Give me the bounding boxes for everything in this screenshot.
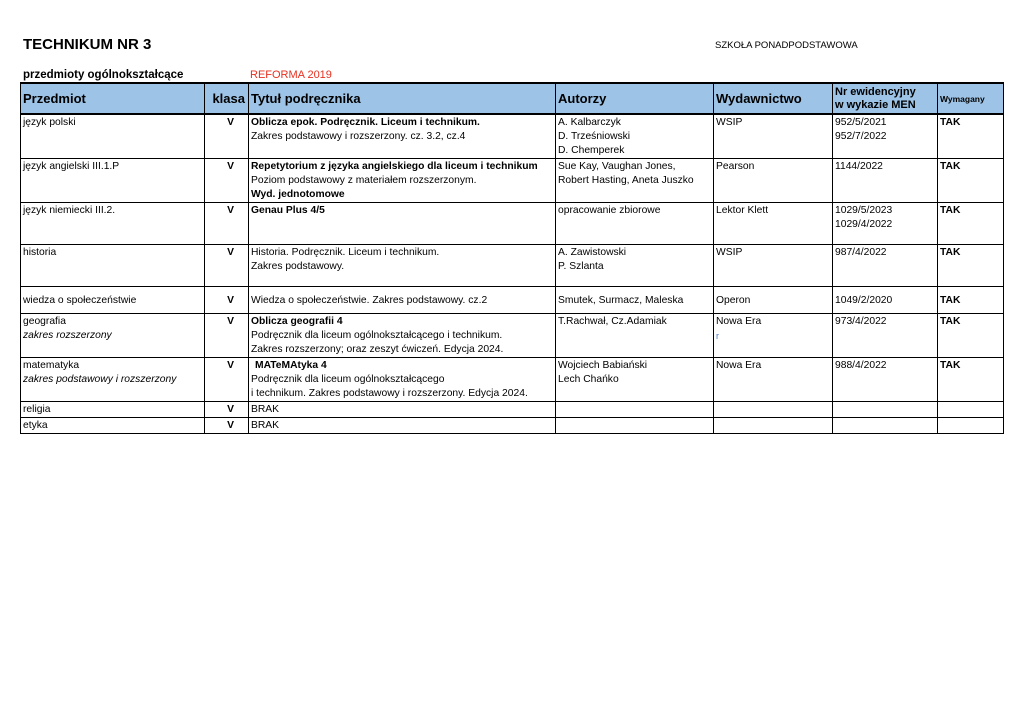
title-cell	[249, 159, 556, 203]
column-header-required: Wymagany	[938, 83, 1004, 114]
title-line: Repetytorium z języka angielskiego dla liceum i technikum	[251, 161, 538, 172]
title-cell	[249, 402, 556, 418]
title-line: BRAK	[251, 420, 280, 431]
registry-number-cell	[833, 159, 938, 203]
class-cell: V	[205, 358, 249, 402]
publisher-mark: r	[716, 331, 719, 341]
column-header-registry-number	[833, 83, 938, 114]
subject-name: język polski	[23, 117, 76, 128]
author-line: A. Zawistowski	[558, 247, 627, 258]
author-line: D. Trześniowski	[558, 131, 631, 142]
subject-cell	[21, 114, 205, 159]
subject-name: wiedza o społeczeństwie	[23, 294, 137, 306]
required-cell: TAK	[938, 203, 1004, 245]
author-line: P. Szlanta	[558, 261, 604, 272]
title-line: Wiedza o społeczeństwie. Zakres podstawowy. cz.2	[251, 294, 488, 306]
subject-cell	[21, 314, 205, 358]
registry-number-cell	[833, 245, 938, 287]
required-cell: TAK	[938, 287, 1004, 314]
required-cell: TAK	[938, 114, 1004, 159]
required-cell: TAK	[938, 314, 1004, 358]
registry-number-cell	[833, 314, 938, 358]
author-line: Smutek, Surmacz, Maleska	[558, 294, 684, 306]
publisher-cell	[714, 418, 833, 434]
publisher-cell: WSIP	[714, 245, 833, 287]
author-line: T.Rachwał, Cz.Adamiak	[558, 316, 667, 327]
publisher-cell	[714, 314, 833, 358]
class-cell: V	[205, 402, 249, 418]
author-line: D. Chemperek	[558, 145, 625, 156]
author-line: Robert Hasting, Aneta Juszko	[558, 175, 694, 186]
authors-cell	[556, 418, 714, 434]
column-header-publisher: Wydawnictwo	[714, 83, 833, 114]
textbook-table	[20, 82, 1004, 434]
subject-scope: zakres podstawowy i rozszerzony	[23, 374, 177, 385]
table-row	[21, 114, 1004, 159]
authors-cell	[556, 314, 714, 358]
class-cell: V	[205, 245, 249, 287]
title-line: MATeMAtyka 4	[255, 360, 327, 371]
publisher-cell: Pearson	[714, 159, 833, 203]
authors-cell	[556, 245, 714, 287]
registry-number-cell	[833, 358, 938, 402]
title-line: Zakres rozszerzony; oraz zeszyt ćwiczeń. Edycja 2024.	[251, 344, 504, 355]
class-cell: V	[205, 418, 249, 434]
publisher-cell: Nowa Era	[714, 358, 833, 402]
required-cell	[938, 402, 1004, 418]
subject-name: geografia	[23, 316, 66, 327]
class-cell: V	[205, 159, 249, 203]
publisher-cell: Operon	[714, 287, 833, 314]
registry-number: 987/4/2022	[835, 247, 887, 258]
authors-cell	[556, 358, 714, 402]
table-row	[21, 203, 1004, 245]
table-row	[21, 418, 1004, 434]
registry-number-cell	[833, 418, 938, 434]
title-cell	[249, 203, 556, 245]
table-row	[21, 402, 1004, 418]
title-line: Podręcznik dla liceum ogólnokształcącego i technikum.	[251, 330, 503, 341]
registry-number: 952/7/2022	[835, 131, 887, 142]
subject-name: język niemiecki III.2.	[23, 205, 116, 216]
title-line: Poziom podstawowy z materiałem rozszerzonym.	[251, 175, 477, 186]
authors-cell	[556, 203, 714, 245]
registry-number-cell	[833, 402, 938, 418]
column-header-class: klasa	[205, 83, 249, 114]
registry-number: 988/4/2022	[835, 360, 887, 371]
title-line: Historia. Podręcznik. Liceum i technikum.	[251, 247, 440, 258]
author-line: opracowanie zbiorowe	[558, 205, 661, 216]
title-line: i technikum. Zakres podstawowy i rozszerzony. Edycja 2024.	[251, 388, 528, 399]
publisher-cell: WSIP	[714, 114, 833, 159]
title-cell	[249, 287, 556, 314]
subject-cell	[21, 402, 205, 418]
title-cell	[249, 418, 556, 434]
title-cell	[249, 314, 556, 358]
title-line: Oblicza epok. Podręcznik. Liceum i technikum.	[251, 117, 480, 128]
table-row	[21, 287, 1004, 314]
title-cell	[249, 358, 556, 402]
subject-name: etyka	[23, 420, 48, 431]
publisher-cell	[714, 402, 833, 418]
authors-cell	[556, 402, 714, 418]
registry-number: 1029/4/2022	[835, 219, 893, 230]
authors-cell	[556, 287, 714, 314]
subject-cell	[21, 245, 205, 287]
title-cell	[249, 245, 556, 287]
column-header-nr-line1: Nr ewidencyjny	[835, 85, 916, 98]
title-line: Genau Plus 4/5	[251, 205, 325, 216]
registry-number: 973/4/2022	[835, 316, 887, 327]
registry-number-cell	[833, 203, 938, 245]
subject-scope: zakres rozszerzony	[23, 330, 112, 341]
title-line: Zakres podstawowy i rozszerzony. cz. 3.2, cz.4	[251, 131, 466, 142]
registry-number: 1049/2/2020	[835, 294, 893, 306]
registry-number: 1029/5/2023	[835, 205, 893, 216]
subject-cell	[21, 203, 205, 245]
title-line: Oblicza geografii 4	[251, 316, 343, 327]
publisher-cell: Lektor Klett	[714, 203, 833, 245]
required-cell	[938, 418, 1004, 434]
table-row	[21, 245, 1004, 287]
section-label: przedmioty ogólnokształcące	[23, 69, 184, 81]
subject-name: język angielski III.1.P	[23, 161, 120, 172]
subject-name: religia	[23, 404, 51, 415]
required-cell: TAK	[938, 245, 1004, 287]
table-row	[21, 314, 1004, 358]
table-header-row	[21, 83, 1004, 114]
author-line: A. Kalbarczyk	[558, 117, 621, 128]
registry-number-cell	[833, 287, 938, 314]
registry-number-cell	[833, 114, 938, 159]
class-cell: V	[205, 203, 249, 245]
author-line: Lech Chańko	[558, 374, 619, 385]
class-cell: V	[205, 314, 249, 358]
school-type-label: SZKOŁA PONADPODSTAWOWA	[715, 40, 858, 51]
table-row	[21, 159, 1004, 203]
title-line: Podręcznik dla liceum ogólnokształcącego	[251, 374, 445, 385]
subject-cell	[21, 287, 205, 314]
column-header-subject: Przedmiot	[21, 83, 205, 114]
subject-cell	[21, 418, 205, 434]
column-header-title: Tytuł podręcznika	[249, 83, 556, 114]
title-line: BRAK	[251, 404, 280, 415]
title-cell	[249, 114, 556, 159]
reform-label: REFORMA 2019	[250, 69, 332, 81]
registry-number: 1144/2022	[835, 161, 883, 172]
subject-cell	[21, 358, 205, 402]
title-line: Zakres podstawowy.	[251, 261, 345, 272]
required-cell: TAK	[938, 159, 1004, 203]
registry-number: 952/5/2021	[835, 117, 887, 128]
class-cell: V	[205, 114, 249, 159]
column-header-authors: Autorzy	[556, 83, 714, 114]
subject-name: historia	[23, 247, 57, 258]
author-line: Sue Kay, Vaughan Jones,	[558, 161, 676, 172]
document-title: TECHNIKUM NR 3	[23, 36, 152, 53]
required-cell: TAK	[938, 358, 1004, 402]
subject-cell	[21, 159, 205, 203]
title-line: Wyd. jednotomowe	[251, 189, 345, 200]
class-cell: V	[205, 287, 249, 314]
subject-name: matematyka	[23, 360, 80, 371]
author-line: Wojciech Babiański	[558, 360, 648, 371]
publisher-name: Nowa Era	[716, 316, 762, 327]
authors-cell	[556, 114, 714, 159]
table-row	[21, 358, 1004, 402]
column-header-nr-line2: w wykazie MEN	[835, 98, 916, 111]
authors-cell	[556, 159, 714, 203]
